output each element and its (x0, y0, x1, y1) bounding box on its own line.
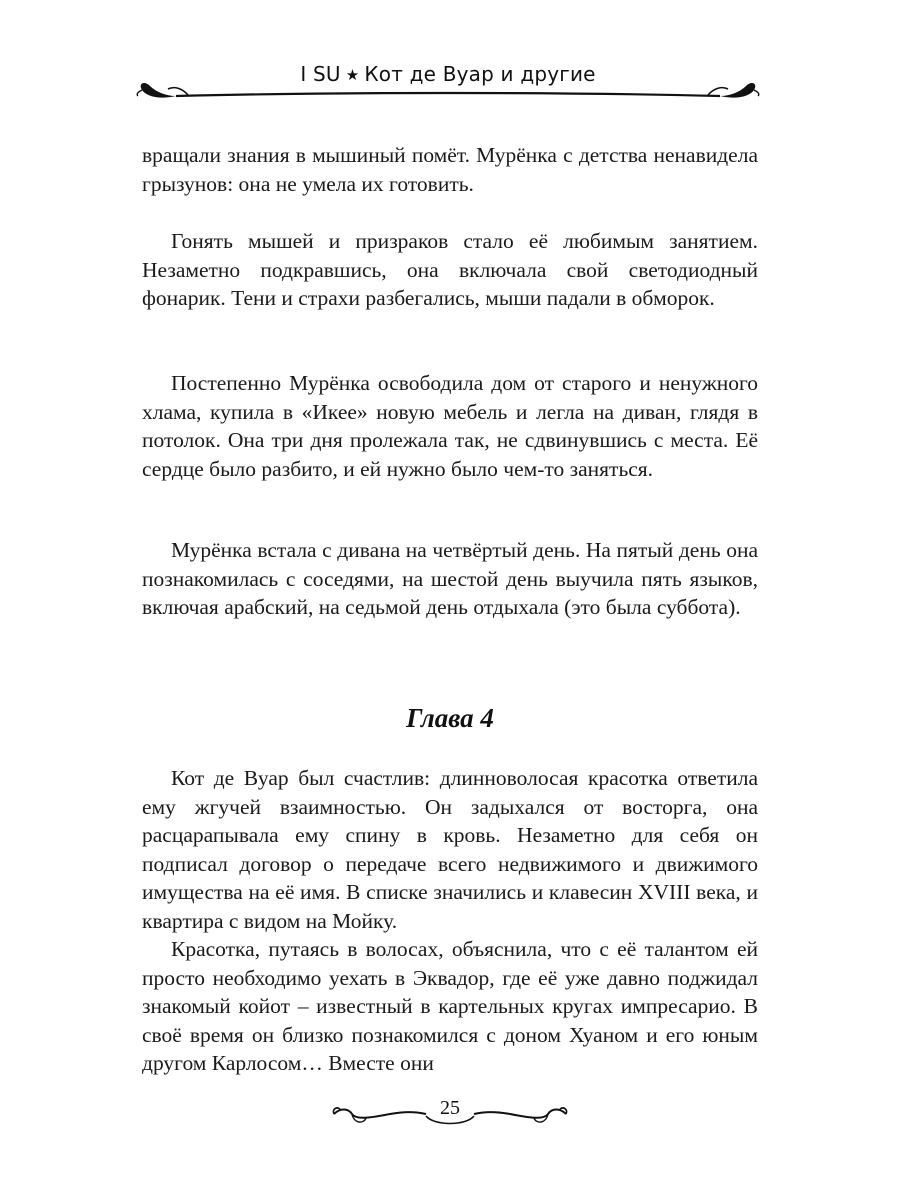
paragraph: Постепенно Мурёнка освободила дом от старого и ненужного хлама, купила в «Икее» новую мебель и легла на диван, глядя в потолок. Она три дня пролежала так, не сдвинувшись с места. Её сердце было разбито, и ей нужно было чем-то заняться. (142, 371, 758, 481)
star-separator-icon: ★ (345, 66, 360, 84)
author-name: I SU (300, 62, 341, 86)
paragraph: Мурёнка встала с дивана на четвёртый день. На пятый день она познакомилась с соседями, на шестой день выучила пять языков, включая арабский, на седьмой день отдыхала (это была суббота). (142, 538, 758, 619)
paragraph: вращали знания в мышиный помёт. Мурёнка с детства ненавидела грызунов: она не умела их готовить. (142, 143, 758, 196)
page-footer (330, 1094, 570, 1134)
text-block-top (142, 536, 758, 622)
page-number: 25 (440, 1097, 460, 1119)
running-title (286, 62, 610, 86)
text-block-top (142, 141, 758, 198)
book-title: Кот де Вуар и другие (364, 62, 596, 86)
text-block-bottom (142, 764, 758, 1078)
paragraph: Гонять мышей и призраков стало её любимым занятием. Незаметно подкравшись, она включала свой светодиодный фонарик. Тени и страхи разбегались, мыши падали в обморок. (142, 229, 758, 310)
running-header (136, 58, 760, 108)
text-block-top (142, 369, 758, 483)
paragraph: Красотка, путаясь в волосах, объяснила, что с её талантом ей просто необходимо уехать в Эквадор, где её уже давно поджидал знакомый койот – известный в картельных кругах импресарио. В своё время он близко познакомился с доном Хуаном и его юным другом Карлосом… Вместе они (142, 937, 758, 1075)
text-block-top (142, 227, 758, 313)
chapter-heading: Глава 4 (406, 703, 494, 733)
paragraph: Кот де Вуар был счастлив: длинноволосая красотка ответила ему жгучей взаимностью. Он задыхался от восторга, она расцарапывала ему спину в кровь. Незаметно для себя он подписал договор о передаче всего недвижимого и движимого имущества на её имя. В списке значились и клавесин XVIII века, и квартира с видом на Мойку. (142, 766, 758, 933)
